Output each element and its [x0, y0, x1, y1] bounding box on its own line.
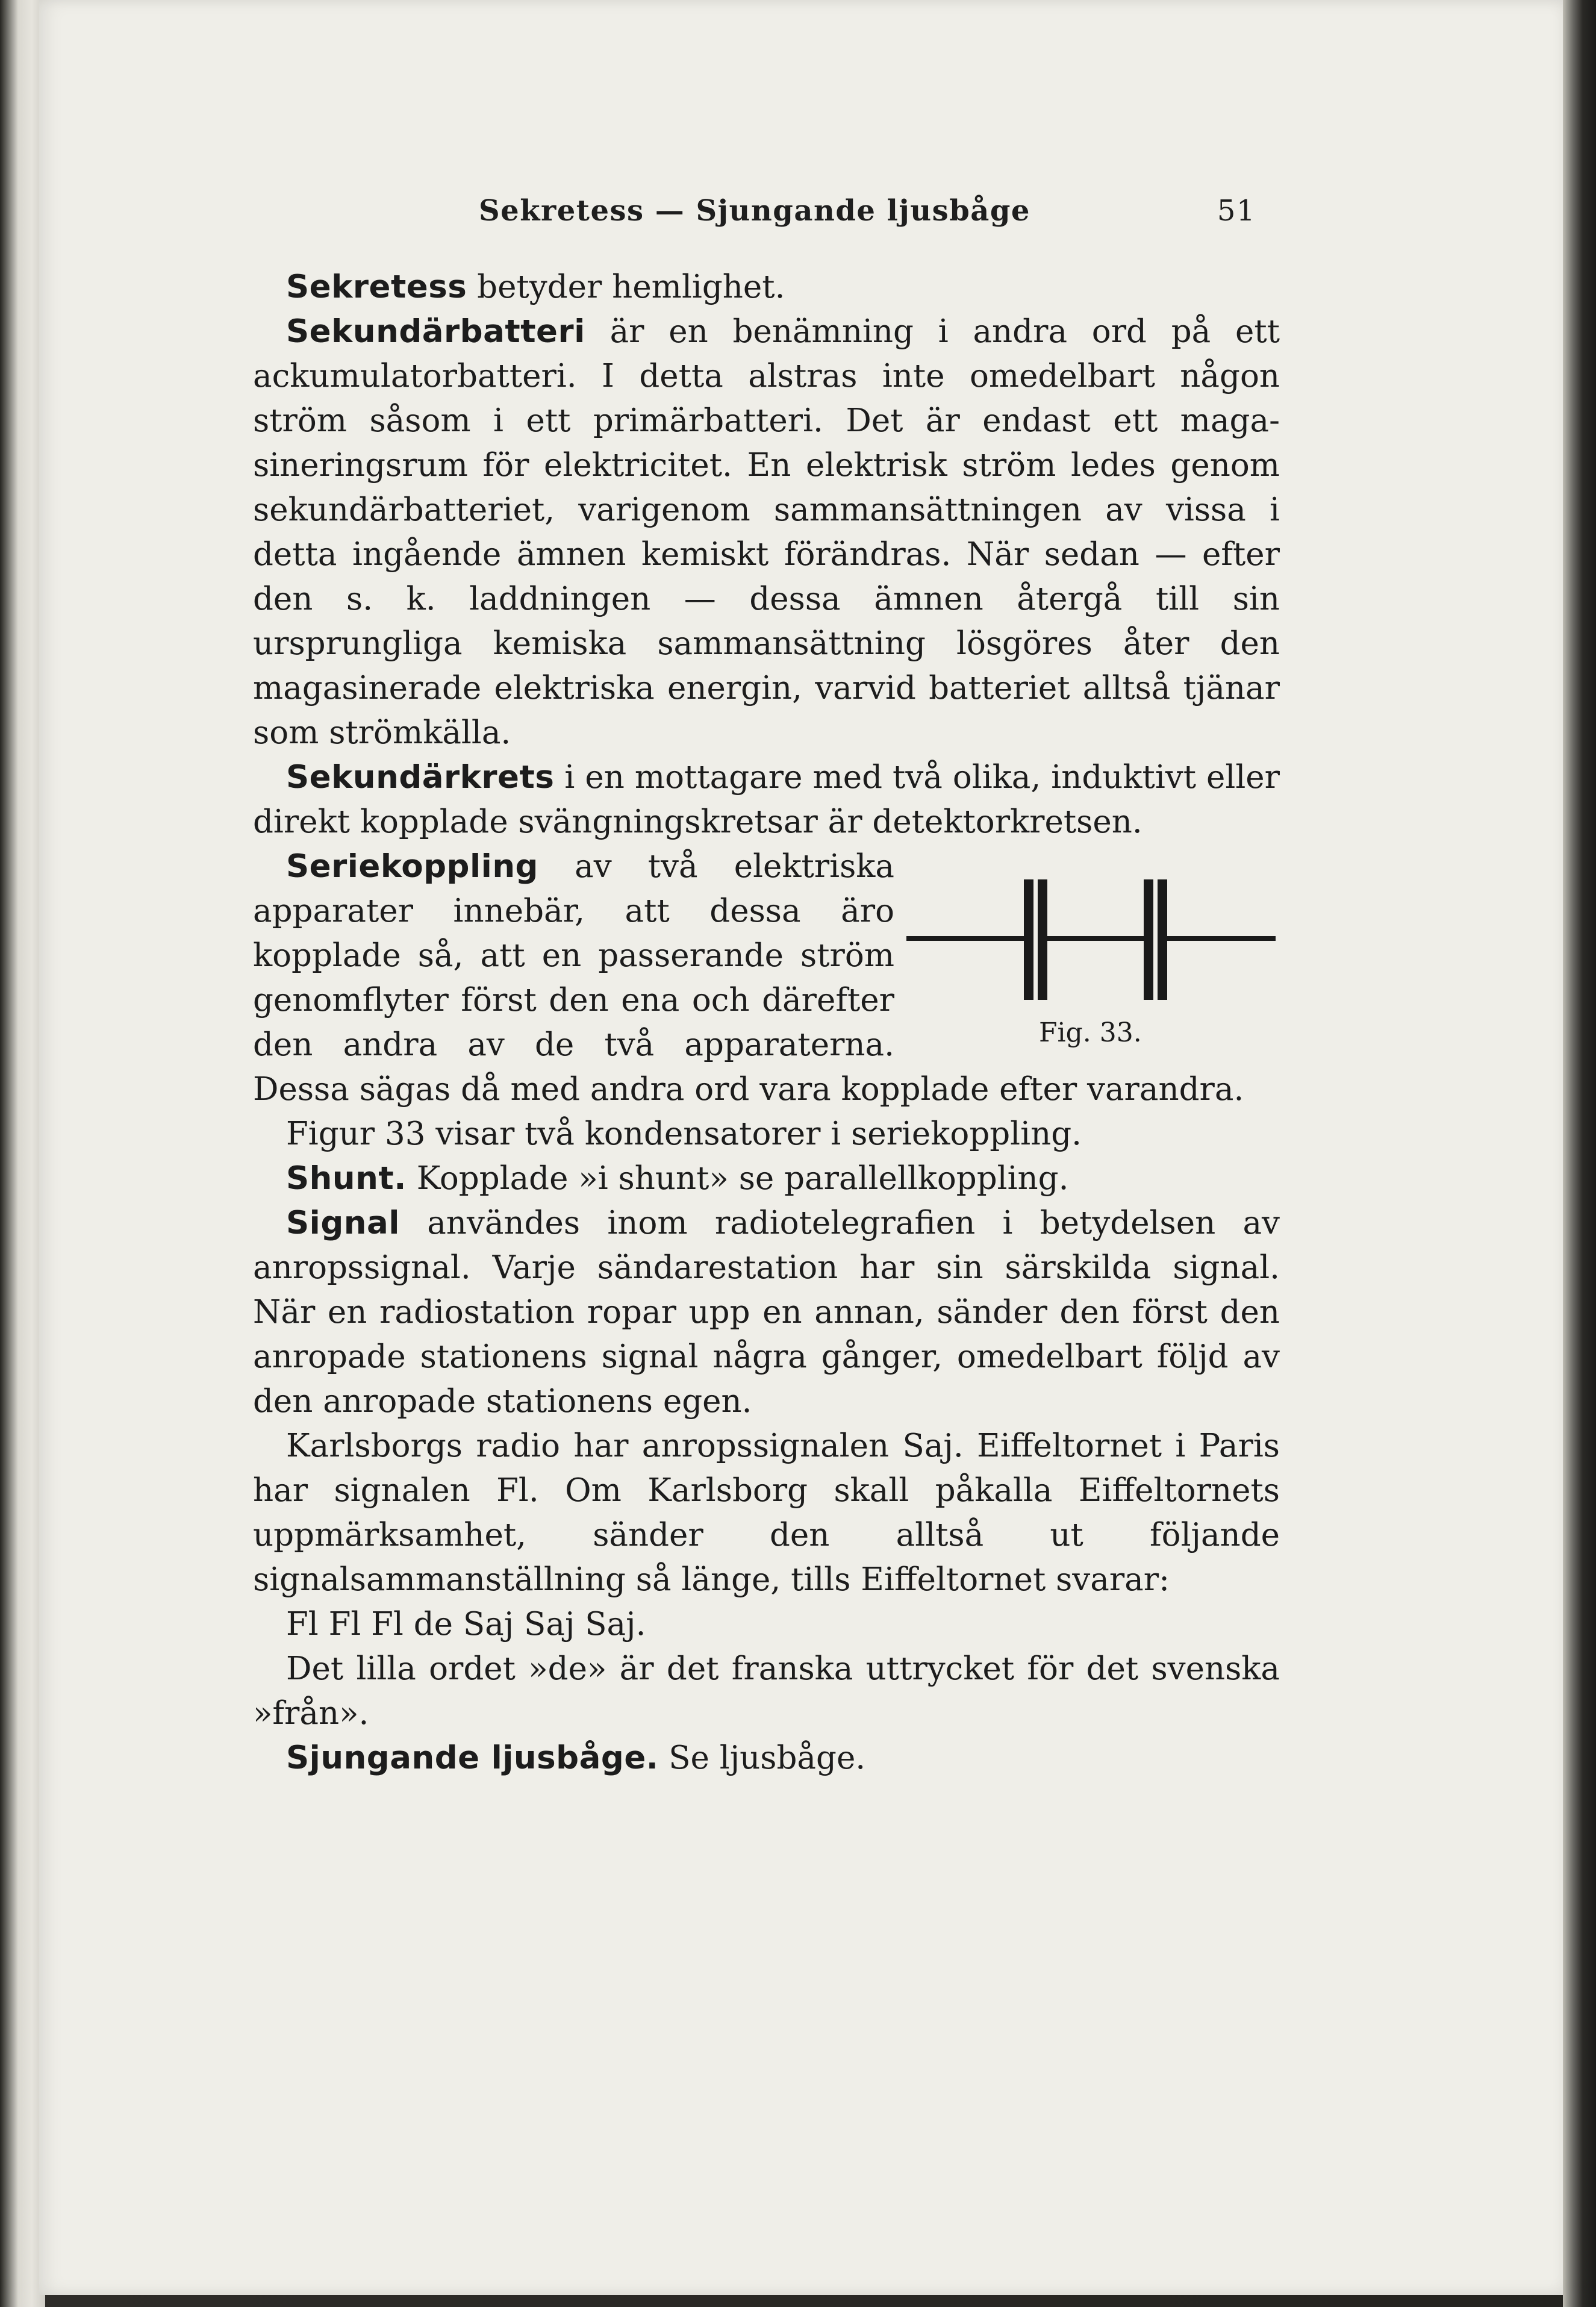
entry-body: av två elektriska apparater innebär, att dessa äro kopplade så, att en passerande ström genomflyter först den ena och därefter den andra av de två apparaterna. Dessa sägas då med andra ord vara kopplade efter varandra.: [253, 848, 1244, 1108]
entry-body: i en mottagare med två olika, induktivt eller direkt kopplade svängningskretsar är detektorkretsen.: [253, 759, 1280, 840]
entry-body: Det lilla ordet »de» är det franska uttrycket för det svenska »från».: [253, 1650, 1280, 1732]
page-header: [479, 194, 1256, 230]
entry-term: Shunt.: [286, 1160, 407, 1197]
entry-body: Fl Fl Fl de Saj Saj Saj.: [286, 1606, 646, 1643]
two-capacitors-in-series-diagram-icon: [906, 855, 1280, 1036]
entry-shunt: [253, 1157, 1280, 1201]
entry-sekundarbatteri: [253, 310, 1280, 755]
paragraph-karlsborg: [253, 1424, 1280, 1602]
entry-term: Sekundärbatteri: [286, 313, 585, 350]
entry-body: Figur 33 visar två kondensatorer i seriekoppling.: [286, 1116, 1082, 1152]
running-head: Sekretess — Sjungande ljusbåge: [479, 194, 1030, 228]
figure-caption: Fig. 33.: [1039, 1017, 1142, 1048]
entry-body: Karlsborgs radio har anropssignalen Saj. Eiffeltornet i Paris har signalen Fl. Om Karlsborg skall påkalla Eiffeltornets uppmärksamhet, sänder den alltså ut följande signalsammanställning så länge, tills Eiffeltornet svarar:: [253, 1428, 1280, 1598]
entry-body: Kopplade »i shunt» se parallellkoppling.: [406, 1160, 1069, 1197]
entry-term: Signal: [286, 1205, 400, 1241]
entry-term: Sekretess: [286, 269, 467, 305]
entry-sekundarkrets: [253, 755, 1280, 844]
left-page-edge: [0, 0, 45, 2307]
entry-term: Seriekoppling: [286, 848, 538, 885]
entry-body: betyder hemlighet.: [467, 269, 785, 305]
paragraph-signal-example: [253, 1602, 1280, 1647]
page-number: 51: [1217, 194, 1256, 228]
body-text: [253, 265, 1280, 1781]
entry-sjungande-ljusbage: [253, 1736, 1280, 1781]
figure-33: [906, 855, 1280, 1048]
entry-sekretess: [253, 265, 1280, 310]
entry-body: Se ljusbåge.: [658, 1740, 866, 1776]
paragraph-de: [253, 1647, 1280, 1736]
entry-term: Sekundärkrets: [286, 759, 555, 796]
paragraph-figure-ref: [253, 1112, 1280, 1157]
entry-term: Sjungande ljusbåge.: [286, 1740, 659, 1776]
seriekoppling-with-figure: [253, 844, 1280, 1157]
entry-signal: [253, 1201, 1280, 1424]
entry-body: är en benämning i andra ord på ett ackumulatorbatteri. I detta alstras inte omedelbart någon ström såsom i ett primärbatteri. Det är endast ett magasineringsrum för elektricitet. En elektrisk ström ledes genom sekundärbatteriet, varigenom sammansättningen av vissa i detta ingående ämnen kemiskt förändras. När sedan — efter den s. k. laddningen — dessa ämnen återgå till sin ursprungliga kemiska sammansättning lösgöres åter den magasinerade elektriska energin, varvid batteriet alltså tjänar som strömkälla.: [253, 313, 1280, 751]
book-spine-edge: [1563, 0, 1596, 2307]
entry-body: användes inom radiotelegrafien i betydelsen av anropssignal. Varje sändarestation har sin särskilda signal. När en radiostation ropar upp en annan, sänder den först den anropade stationens signal några gånger, omedelbart följd av den anropade stationens egen.: [253, 1205, 1280, 1420]
